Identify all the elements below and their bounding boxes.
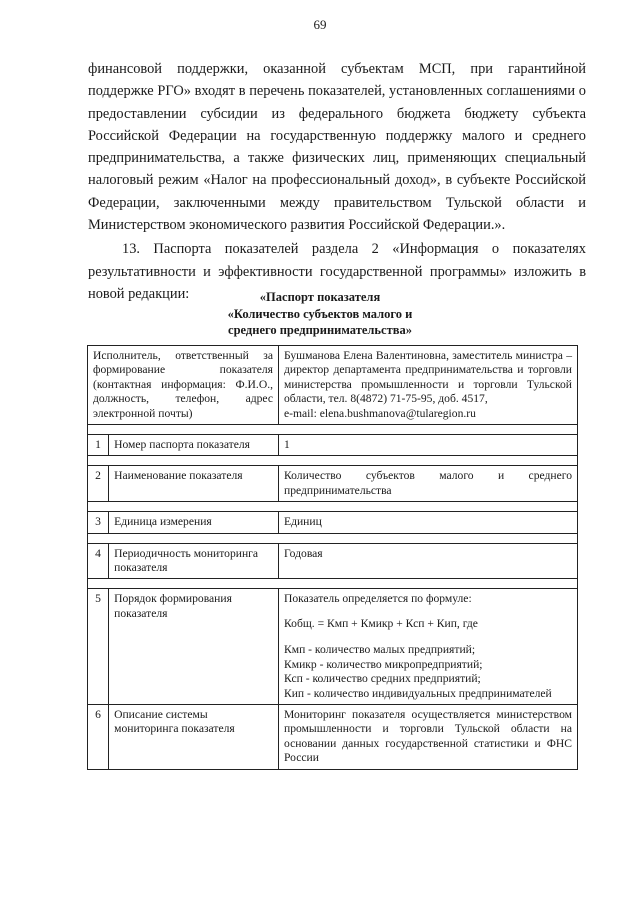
formula-term: Ксп - количество средних предприятий; bbox=[284, 672, 481, 686]
row-name: Единица измерения bbox=[109, 512, 279, 533]
table-row-executor bbox=[88, 346, 578, 425]
row-value: Единиц bbox=[279, 512, 578, 533]
table-row bbox=[88, 466, 578, 502]
passport-title-line-1: «Паспорт показателя bbox=[259, 290, 381, 304]
row-number: 4 bbox=[88, 543, 109, 579]
row-number: 1 bbox=[88, 435, 109, 456]
table-row bbox=[88, 589, 578, 704]
formula-term: Кип - количество индивидуальных предпринимателей bbox=[284, 686, 552, 700]
formula-term: Кмп - количество малых предприятий; bbox=[284, 643, 476, 657]
row-number: 6 bbox=[88, 704, 109, 769]
row-name: Периодичность мониторинга показателя bbox=[109, 543, 279, 579]
passport-title bbox=[0, 289, 640, 339]
formula-term: Кмикр - количество микропредприятий; bbox=[284, 657, 483, 671]
page-number: 69 bbox=[313, 17, 327, 32]
formula-intro: Показатель определяется по формуле: bbox=[284, 592, 472, 606]
formula-equation: Кобщ. = Кмп + Кмикр + Ксп + Кип, где bbox=[284, 616, 478, 630]
paragraph-amendment-13: 13. Паспорта показателей раздела 2 «Информация о показателях результативности и эффективности государственной программы» изложить в новой редакции: bbox=[88, 241, 586, 302]
row-name: Описание системы мониторинга показателя bbox=[109, 704, 279, 769]
paragraph-continuation: финансовой поддержки, оказанной субъектам МСП, при гарантийной поддержке РГО» входят в перечень показателей, установленных соглашениями о предоставлении субсидии из федерального бюджета бюджету субъекта Российской Федерации на государственную поддержку малого и среднего предпринимательства, а также физических лиц, применяющих специальный налоговый режим «Налог на профессиональный доход», в субъекте Российской Федерации, заключенными между правительством Тульской области и Министерством экономического развития Российской Федерации.». bbox=[88, 61, 586, 234]
row-name: Номер паспорта показателя bbox=[109, 435, 279, 456]
table-row bbox=[88, 543, 578, 579]
row-value: Годовая bbox=[279, 543, 578, 579]
formula-cell bbox=[279, 589, 578, 704]
row-value: 1 bbox=[279, 435, 578, 456]
row-value: Количество субъектов малого и среднего предпринимательства bbox=[279, 466, 578, 502]
executor-contact: Бушманова Елена Валентиновна, заместитель министра – директор департамента предпринимательства и торговли министерства промышленности и торговли Тульской области, тел. 8(4872) 71-75-95, доб. 4517, bbox=[284, 349, 572, 406]
row-value: Мониторинг показателя осуществляется министерством промышленности и торговли Тульской области на основании данных государственной статистики и ФНС России bbox=[279, 704, 578, 769]
passport-table bbox=[87, 345, 578, 770]
row-number: 2 bbox=[88, 466, 109, 502]
passport-title-line-2: «Количество субъектов малого и bbox=[227, 306, 413, 321]
table-spacer-row bbox=[88, 579, 578, 589]
table-spacer-row bbox=[88, 533, 578, 543]
row-number: 5 bbox=[88, 589, 109, 704]
executor-label: Исполнитель, ответственный за формирование показателя (контактная информация: Ф.И.О., должность, телефон, адрес электронной почты) bbox=[88, 346, 279, 425]
body-text bbox=[88, 58, 586, 305]
row-number: 3 bbox=[88, 512, 109, 533]
table-spacer-row bbox=[88, 502, 578, 512]
table-row bbox=[88, 704, 578, 769]
table-row bbox=[88, 435, 578, 456]
table-spacer-row bbox=[88, 456, 578, 466]
table-spacer-row bbox=[88, 425, 578, 435]
executor-email: e-mail: elena.bushmanova@tularegion.ru bbox=[284, 406, 476, 420]
table-row bbox=[88, 512, 578, 533]
row-name: Порядок формирования показателя bbox=[109, 589, 279, 704]
passport-title-line-3: среднего предпринимательства» bbox=[228, 323, 412, 337]
row-name: Наименование показателя bbox=[109, 466, 279, 502]
executor-value bbox=[279, 346, 578, 425]
